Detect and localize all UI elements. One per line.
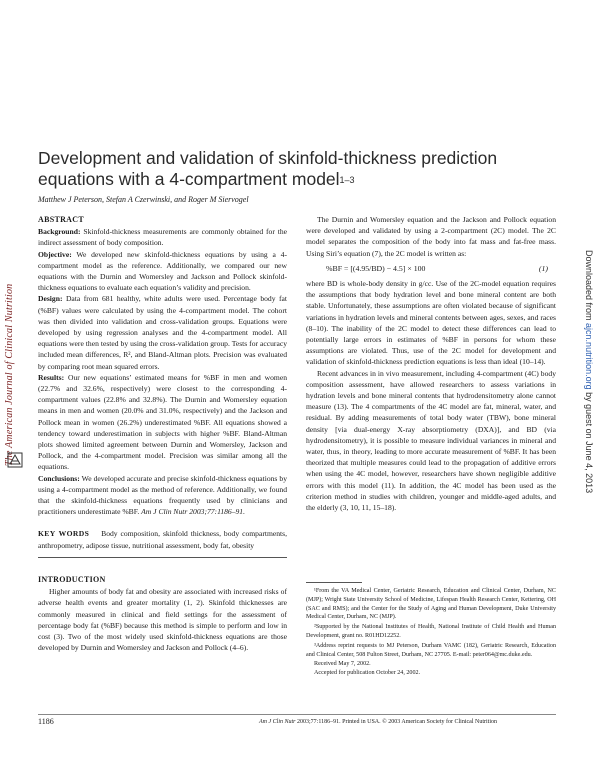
download-notice: Downloaded from ajcn.nutrition.org by guest on June 4, 2013 (584, 250, 594, 494)
article-title: Development and validation of skinfold-thickness prediction equations with a 4-compartment model$^{1-3}$ (38, 148, 498, 189)
abstract-heading: ABSTRACT (38, 215, 84, 224)
right-para-3: Recent advances in in vivo measurement, including 4-compartment (4C) body composition assessment, have allowed researchers to assess variations in hydration levels and bone mineral contents that hydrodensitometry alone cannot measure (13). The 4 compartments of the 4C model are fat, mineral, water, and residual. By adding measurements of total body water (TBW), bone mineral density [via dual-energy X-ray absorptiometry (DXA)], and BD (via hydrodensitometry), it is possible to measure individual variances in mineral and water, thus, in theory, leading to more accurate measurement of %BF. It has been theorized that multiple measures could lead to the propagation of additive errors when using the 4C model, however, researchers have shown negligible additive errors with this model (11). In addition, the 4C model has been used as the criterion method in studies with children, younger and middle-aged adults, and the elderly (3, 10, 11, 15–18). (306, 368, 556, 513)
right-para-2: where BD is whole-body density in g/cc. Use of the 2C-model equation requires the assumptions that body hydration level and bone mineral content are both stable. Unfortunately, these assumptions are often violated because of significant variations in hydration levels and mineral contents between ages, sexes, and races (8–10). The inability of the 2C model to detect these differences can lead to potentially large errors in estimates of %BF in persons for whom these assumptions are violated. Thus, use of the 2C model for development and validation of skinfold-thickness prediction equations is less than ideal (10–14). (306, 279, 556, 367)
abstract-objective: Objective: We developed new skinfold-thickness equations by using a 4-compartment model as the reference. Additionally, we compared our new equations with the Durnin and Womersley and Jackson and Pollock skinfold-thickness equations to evaluate each equation’s validity and precision. (38, 249, 287, 293)
footnote-divider (306, 582, 362, 583)
footnotes (306, 582, 556, 678)
right-para-1: The Durnin and Womersley equation and the Jackson and Pollock equation were developed and validated by using a 2-compartment (2C) model. The 2C model separates the composition of the body into fat mass and fat-free mass. Using Siri’s equation (7), the 2C model is written as: (306, 215, 556, 258)
introduction-text: Higher amounts of body fat and obesity are associated with increased risks of adverse health events and greater mortality (1, 2). Skinfold thicknesses are commonly measured in clinical and field settings for the assessment of percentage body fat (%BF) because this method is simple to perform and low in cost (3). Two of the most widely used skinfold-thickness equations are those developed by Durnin and Womersley and Jackson and Pollock (4–6). (38, 587, 287, 653)
journal-side-label: The American Journal of Clinical Nutrition (4, 283, 15, 467)
abstract-conclusions: Conclusions: We developed accurate and precise skinfold-thickness equations by using a 4-compartment model as the method of reference. Additionally, we found that the skinfold-thickness equations frequently used by clinicians and practitioners underestimate %BF. Am J Clin Nutr 2003;77:1186–91. (38, 473, 287, 517)
footer-citation: Am J Clin Nutr 2003;77:1186–91. Printed in USA. © 2003 American Society for Clinical Nutrition (259, 719, 497, 725)
abstract-results: Results: Our new equations’ estimated means for %BF in men and women (22.7% and 32.6%, respectively) were closest to the corresponding 4-compartment values (22.8% and 32.8%). The Durnin and Womersley equation means in men and women (20.0% and 31.0%, respectively) and the Jackson and Pollock mean in women (26.2%) underestimated %BF. All equations showed a tendency toward underestimation in subjects with higher %BF. Bland-Altman plots showed limited agreement between Durnin and Womersley, Jackson and Pollock, and the 4-compartment model. Precision was similar among all the equations. (38, 372, 287, 472)
accepted-date: Accepted for publication October 24, 2002. (314, 670, 421, 677)
introduction-heading: INTRODUCTION (38, 574, 106, 584)
page-number: 1186 (38, 717, 54, 726)
keywords: KEY WORDS Body composition, skinfold thickness, body compartments, anthropometry, adipose tissue, nutritional assessment, body fat, obesity (38, 529, 287, 550)
left-column (38, 214, 287, 653)
abstract-citation: Am J Clin Nutr 2003;77:1186–91. (141, 507, 246, 517)
abstract-background: Background: Skinfold-thickness measurements are commonly obtained for the indirect assessment of body composition. (38, 227, 287, 248)
footnote-2: ²Supported by the National Institutes of Health, National Institute of Child Health and Human Development, grant no. R01HD12252. (306, 624, 556, 639)
equation-1 (306, 259, 556, 278)
journal-logo-icon (7, 452, 23, 468)
abstract-design: Design: Data from 681 healthy, white adults were used. Percentage body fat (%BF) values were calculated by using the 4-compartment model. The cohort was then divided into validation and cross-validation groups. Equations were developed by using regression analyses and the 4-compartment model. All equations were then tested by using the cross-validation group. Tests for accuracy included mean differences, R², and Bland-Altman plots. Precision was evaluated by comparing root mean squared errors. (38, 294, 287, 371)
equation-text: %BF = [(4.95/BD) − 4.5] × 100 (326, 263, 426, 273)
article-authors: Matthew J Peterson, Stefan A Czerwinski, and Roger M Siervogel (38, 195, 249, 204)
keywords-divider (38, 557, 287, 558)
title-footnote-marker: 1–3 (339, 175, 355, 185)
equation-number: (1) (538, 263, 548, 273)
footnote-1: ¹From the VA Medical Center, Geriatric Research, Education and Clinical Center, Durham, NC (MJP); Wright State University School of Medicine, Lifespan Health Research Center, Kettering, OH (SAC and RMS); and the Center for the Study of Aging and Human Development, Duke University Medical Center, Durham, NC (MJP). (306, 588, 556, 621)
download-link[interactable]: ajcn.nutrition.org (584, 323, 594, 390)
footnote-3: ³Address reprint requests to MJ Peterson, Durham VAMC (182), Geriatric Research, Education and Clinical Center, 508 Fulton Street, Durham, NC 27705. E-mail: peter064@mc.duke.edu. (306, 642, 556, 658)
right-column (306, 214, 556, 513)
footer-divider (38, 714, 556, 715)
received-date: Received May 7, 2002. (314, 661, 371, 668)
